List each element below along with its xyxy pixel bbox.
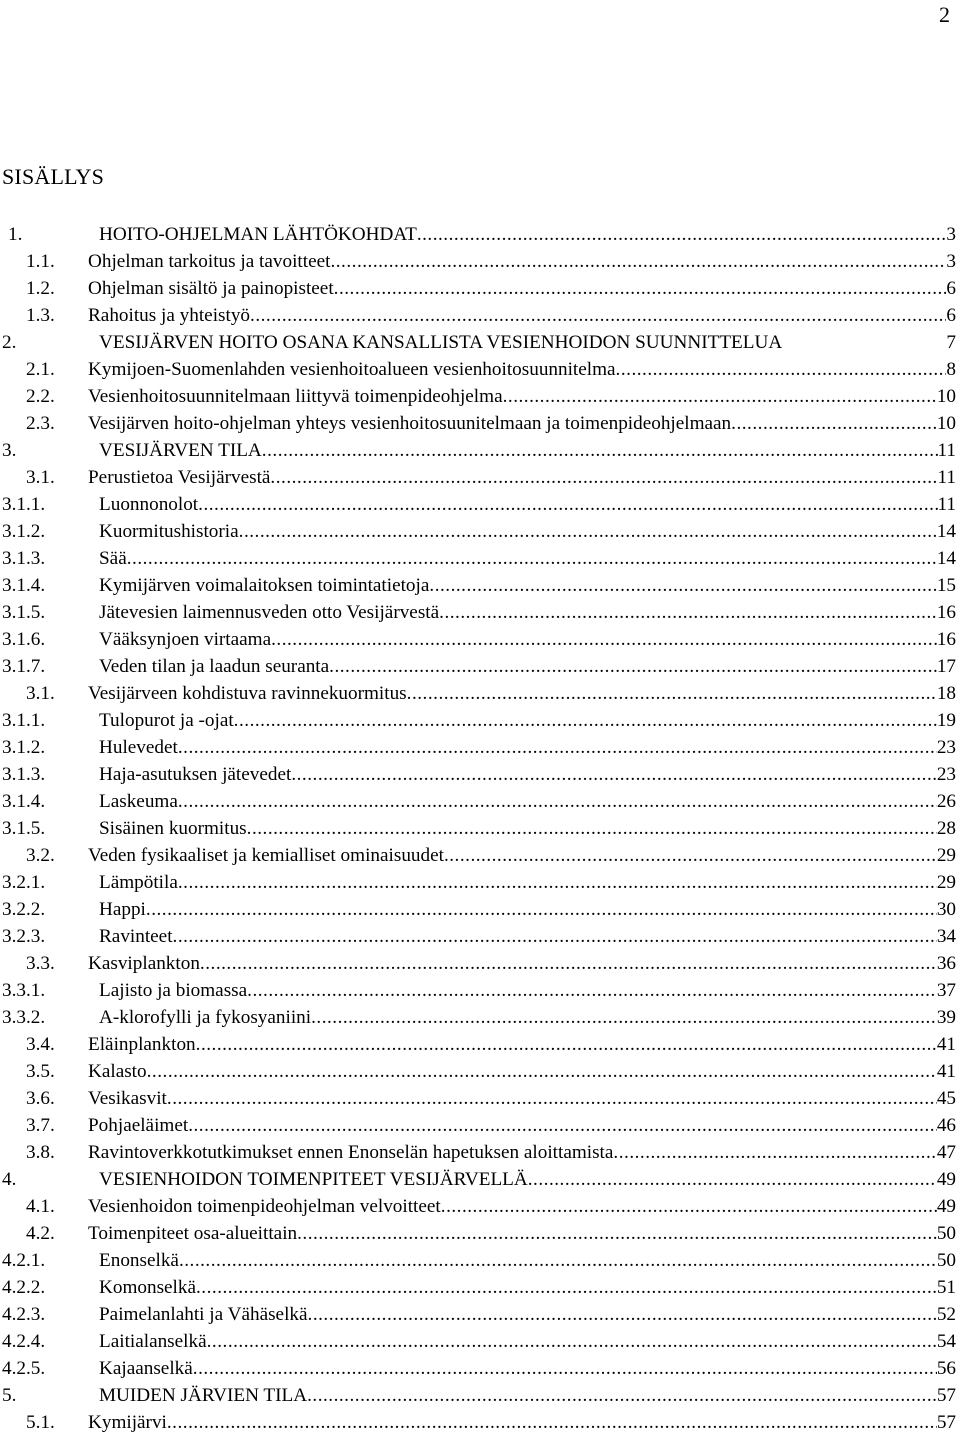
toc-entry[interactable] bbox=[0, 869, 960, 896]
toc-entry-number: 3.1.7. bbox=[2, 656, 46, 677]
toc-entry-number: 2.2. bbox=[26, 386, 55, 407]
toc-dot-leader bbox=[178, 788, 937, 815]
toc-entry[interactable] bbox=[0, 248, 960, 275]
toc-entry-title: VESIENHOIDON TOIMENPITEET VESIJÄRVELLÄ bbox=[99, 1169, 528, 1190]
toc-entry-number: 1. bbox=[8, 224, 23, 245]
toc-entry-title: Luonnonolot bbox=[99, 494, 199, 515]
toc-entry-body bbox=[99, 626, 956, 653]
toc-entry-number: 3.1. bbox=[26, 467, 55, 488]
toc-entry[interactable] bbox=[0, 977, 960, 1004]
toc-dot-leader bbox=[439, 599, 937, 626]
toc-entry-body bbox=[88, 248, 956, 275]
toc-entry-page: 23 bbox=[936, 737, 956, 758]
toc-entry-number: 3.8. bbox=[26, 1142, 55, 1163]
toc-dot-leader bbox=[127, 545, 937, 572]
toc-dot-leader bbox=[503, 383, 937, 410]
toc-entry-body bbox=[99, 761, 956, 788]
toc-entry-page: 49 bbox=[936, 1169, 956, 1190]
toc-entry-title: Paimelanlahti ja Vähäselkä bbox=[99, 1304, 308, 1325]
toc-entry[interactable] bbox=[0, 1085, 960, 1112]
toc-dot-leader bbox=[167, 1085, 937, 1112]
toc-entry-page: 45 bbox=[936, 1088, 956, 1109]
toc-entry[interactable] bbox=[0, 572, 960, 599]
toc-entry[interactable] bbox=[0, 788, 960, 815]
toc-entry-number: 3.1.5. bbox=[2, 818, 46, 839]
toc-entry-body bbox=[99, 545, 956, 572]
toc-entry-number: 3. bbox=[2, 440, 17, 461]
toc-entry-body bbox=[88, 1085, 956, 1112]
toc-entry-page: 50 bbox=[936, 1250, 956, 1271]
toc-entry-page: 29 bbox=[936, 872, 956, 893]
toc-entry-number: 3.3. bbox=[26, 953, 55, 974]
toc-entry-number: 4.1. bbox=[26, 1196, 55, 1217]
toc-entry-title: Ohjelman sisältö ja painopisteet bbox=[88, 278, 334, 299]
toc-entry-page: 41 bbox=[936, 1061, 956, 1082]
toc-entry[interactable] bbox=[0, 464, 960, 491]
toc-entry-number: 2. bbox=[2, 332, 17, 353]
toc-entry-title: Vesijärven hoito-ohjelman yhteys vesienhoitosuunitelmaan ja toimenpideohjelmaan bbox=[88, 413, 732, 434]
toc-entry-title: Laitialanselkä bbox=[99, 1331, 207, 1352]
toc-entry-number: 3.1.3. bbox=[2, 764, 46, 785]
toc-dot-leader bbox=[444, 842, 937, 869]
toc-entry-title: Ohjelman tarkoitus ja tavoitteet bbox=[88, 251, 331, 272]
toc-entry-page: 14 bbox=[936, 521, 956, 542]
toc-entry[interactable] bbox=[0, 1328, 960, 1355]
toc-entry-title: Lajisto ja biomassa bbox=[99, 980, 248, 1001]
toc-dot-leader bbox=[528, 1166, 937, 1193]
toc-entry-title: A-klorofylli ja fykosyaniini bbox=[99, 1007, 312, 1028]
toc-entry[interactable] bbox=[0, 896, 960, 923]
toc-dot-leader bbox=[731, 410, 937, 437]
toc-entry-body bbox=[99, 437, 956, 464]
toc-entry[interactable] bbox=[0, 1166, 960, 1193]
toc-entry-page: 36 bbox=[936, 953, 956, 974]
toc-entry[interactable] bbox=[0, 1139, 960, 1166]
toc-entry-page: 39 bbox=[936, 1007, 956, 1028]
toc-entry-title: Rahoitus ja yhteistyö bbox=[88, 305, 251, 326]
toc-entry-number: 3.2.3. bbox=[2, 926, 46, 947]
toc-entry-title: Veden fysikaaliset ja kemialliset ominaisuudet bbox=[88, 845, 444, 866]
toc-entry-number: 4.2.5. bbox=[2, 1358, 46, 1379]
toc-entry-body bbox=[99, 896, 956, 923]
toc-entry-body bbox=[88, 680, 956, 707]
toc-dot-leader bbox=[200, 950, 937, 977]
toc-entry-title: Kymijärvi bbox=[88, 1412, 167, 1433]
toc-entry-body bbox=[88, 356, 956, 383]
toc-entry[interactable] bbox=[0, 761, 960, 788]
toc-entry-number: 3.1.2. bbox=[2, 737, 46, 758]
toc-entry[interactable] bbox=[0, 599, 960, 626]
toc-entry-number: 4.2. bbox=[26, 1223, 55, 1244]
toc-entry[interactable] bbox=[0, 518, 960, 545]
toc-entry-title: Kajaanselkä bbox=[99, 1358, 193, 1379]
toc-entry-number: 3.1. bbox=[26, 683, 55, 704]
toc-entry[interactable] bbox=[0, 1193, 960, 1220]
toc-entry[interactable] bbox=[0, 1355, 960, 1382]
toc-dot-leader bbox=[196, 1031, 937, 1058]
toc-entry-body bbox=[99, 1328, 956, 1355]
toc-entry-title: Veden tilan ja laadun seuranta bbox=[99, 656, 330, 677]
toc-entry-number: 5. bbox=[2, 1385, 17, 1406]
toc-entry-title: Sisäinen kuormitus bbox=[99, 818, 247, 839]
toc-dot-leader bbox=[307, 1382, 937, 1409]
toc-entry-page: 46 bbox=[936, 1115, 956, 1136]
toc-entry-number: 3.3.1. bbox=[2, 980, 46, 1001]
toc-dot-leader bbox=[188, 1112, 937, 1139]
toc-entry-body bbox=[88, 1139, 956, 1166]
toc-entry-title: Vääksynjoen virtaama bbox=[99, 629, 272, 650]
toc-entry[interactable] bbox=[0, 653, 960, 680]
toc-dot-leader bbox=[429, 572, 936, 599]
toc-entry-page: 6 bbox=[946, 305, 956, 326]
toc-entry[interactable] bbox=[0, 383, 960, 410]
toc-entry[interactable] bbox=[0, 734, 960, 761]
toc-entry-body bbox=[88, 1112, 956, 1139]
toc-entry-number: 3.5. bbox=[26, 1061, 55, 1082]
toc-entry-body bbox=[99, 329, 956, 356]
toc-entry-body bbox=[99, 923, 956, 950]
toc-entry[interactable] bbox=[0, 950, 960, 977]
toc-entry[interactable] bbox=[0, 1382, 960, 1409]
toc-entry-page: 15 bbox=[936, 575, 956, 596]
toc-dot-leader bbox=[147, 1058, 937, 1085]
toc-dot-leader bbox=[178, 869, 937, 896]
toc-entry-title: Sää bbox=[99, 548, 127, 569]
toc-entry-page: 10 bbox=[936, 386, 956, 407]
toc-entry-page: 11 bbox=[937, 467, 956, 488]
toc-entry-number: 3.2. bbox=[26, 845, 55, 866]
toc-entry[interactable] bbox=[0, 1004, 960, 1031]
toc-dot-leader bbox=[417, 221, 947, 248]
toc-entry-page: 10 bbox=[936, 413, 956, 434]
toc-entry-title: Kuormitushistoria bbox=[99, 521, 239, 542]
toc-entry-page: 51 bbox=[936, 1277, 956, 1298]
toc-entry[interactable] bbox=[0, 329, 960, 356]
toc-dot-leader bbox=[247, 977, 937, 1004]
toc-heading: SISÄLLYS bbox=[2, 164, 105, 189]
toc-entry-page: 41 bbox=[936, 1034, 956, 1055]
toc-entry-body bbox=[88, 1031, 956, 1058]
toc-entry-title: Lämpötila bbox=[99, 872, 178, 893]
toc-entry-page: 23 bbox=[936, 764, 956, 785]
toc-entry-number: 3.4. bbox=[26, 1034, 55, 1055]
toc-entry-page: 14 bbox=[936, 548, 956, 569]
toc-entry-title: Perustietoa Vesijärvestä bbox=[88, 467, 271, 488]
toc-entry-page: 18 bbox=[936, 683, 956, 704]
toc-entry-page: 16 bbox=[936, 629, 956, 650]
toc-entry-number: 4.2.3. bbox=[2, 1304, 46, 1325]
toc-entry-page: 47 bbox=[936, 1142, 956, 1163]
toc-dot-leader bbox=[146, 896, 937, 923]
toc-entry-body bbox=[88, 302, 956, 329]
toc-entry-title: Kalasto bbox=[88, 1061, 147, 1082]
toc-entry-number: 3.1.6. bbox=[2, 629, 46, 650]
toc-entry-title: HOITO-OHJELMAN LÄHTÖKOHDAT bbox=[99, 224, 417, 245]
toc-entry-number: 4.2.2. bbox=[2, 1277, 46, 1298]
toc-entry[interactable] bbox=[0, 1274, 960, 1301]
toc-entry-title: Vesijärveen kohdistuva ravinnekuormitus bbox=[88, 683, 407, 704]
toc-entry-body bbox=[99, 815, 956, 842]
toc-entry-number: 3.1.3. bbox=[2, 548, 46, 569]
toc-entry-number: 3.1.2. bbox=[2, 521, 46, 542]
toc-entry-title: VESIJÄRVEN TILA bbox=[99, 440, 262, 461]
toc-entry-body bbox=[99, 1247, 956, 1274]
toc-entry-title: Laskeuma bbox=[99, 791, 178, 812]
toc-entry[interactable] bbox=[0, 356, 960, 383]
toc-entry-page: 26 bbox=[936, 791, 956, 812]
toc-entry-body bbox=[99, 1004, 956, 1031]
toc-entry-number: 3.1.4. bbox=[2, 791, 46, 812]
toc-entry-number: 3.2.2. bbox=[2, 899, 46, 920]
toc-dot-leader bbox=[179, 1247, 937, 1274]
toc-dot-leader bbox=[407, 680, 937, 707]
toc-dot-leader bbox=[173, 923, 937, 950]
toc-dot-leader bbox=[616, 356, 947, 383]
toc-entry-body bbox=[88, 410, 956, 437]
toc-dot-leader bbox=[311, 1004, 937, 1031]
toc-entry-page: 37 bbox=[936, 980, 956, 1001]
toc-dot-leader bbox=[234, 707, 937, 734]
toc-entry-page: 3 bbox=[946, 224, 956, 245]
toc-entry[interactable] bbox=[0, 626, 960, 653]
toc-entry[interactable] bbox=[0, 1220, 960, 1247]
toc-entry-body bbox=[88, 842, 956, 869]
toc-entry-body bbox=[88, 1220, 956, 1247]
toc-entry-title: VESIJÄRVEN HOITO OSANA KANSALLISTA VESIENHOIDON SUUNNITTELUA bbox=[99, 332, 783, 353]
toc-entry-body bbox=[99, 491, 956, 518]
toc-entry-title: Kasviplankton bbox=[88, 953, 200, 974]
toc-entry-body bbox=[99, 572, 956, 599]
toc-entry[interactable] bbox=[0, 491, 960, 518]
toc-entry-title: Kymijoen-Suomenlahden vesienhoitoalueen vesienhoitosuunnitelma bbox=[88, 359, 616, 380]
toc-entry-body bbox=[88, 1193, 956, 1220]
toc-entry-title: Enonselkä bbox=[99, 1250, 179, 1271]
toc-dot-leader bbox=[196, 1274, 937, 1301]
toc-dot-leader bbox=[178, 734, 937, 761]
toc-entry-page: 29 bbox=[936, 845, 956, 866]
toc-entry-page: 17 bbox=[936, 656, 956, 677]
toc-entry-page: 57 bbox=[936, 1385, 956, 1406]
toc-entry-title: Haja-asutuksen jätevedet bbox=[99, 764, 292, 785]
toc-entry-title: Tulopurot ja -ojat bbox=[99, 710, 234, 731]
table-of-contents bbox=[0, 221, 960, 1436]
toc-entry-title: Eläinplankton bbox=[88, 1034, 196, 1055]
toc-entry-page: 56 bbox=[936, 1358, 956, 1379]
toc-entry-page: 57 bbox=[936, 1412, 956, 1433]
toc-entry-number: 3.1.1. bbox=[2, 710, 46, 731]
toc-entry-title: Toimenpiteet osa-alueittain bbox=[88, 1223, 298, 1244]
toc-entry-body bbox=[88, 383, 956, 410]
toc-entry[interactable] bbox=[0, 1247, 960, 1274]
toc-dot-leader bbox=[193, 1355, 937, 1382]
toc-entry[interactable] bbox=[0, 302, 960, 329]
toc-entry-number: 1.2. bbox=[26, 278, 55, 299]
toc-entry-number: 3.1.5. bbox=[2, 602, 46, 623]
toc-entry[interactable] bbox=[0, 1058, 960, 1085]
toc-dot-leader bbox=[247, 815, 937, 842]
toc-dot-leader bbox=[308, 1301, 937, 1328]
toc-entry-page: 8 bbox=[946, 359, 956, 380]
toc-entry-number: 2.1. bbox=[26, 359, 55, 380]
toc-entry[interactable] bbox=[0, 1301, 960, 1328]
toc-entry[interactable] bbox=[0, 923, 960, 950]
toc-dot-leader bbox=[329, 653, 937, 680]
toc-entry-number: 3.1.1. bbox=[2, 494, 46, 515]
toc-entry-title: Ravintoverkkotutkimukset ennen Enonselän hapetuksen aloittamista bbox=[88, 1142, 614, 1163]
toc-entry-page: 30 bbox=[936, 899, 956, 920]
toc-entry[interactable] bbox=[0, 815, 960, 842]
toc-entry-title: MUIDEN JÄRVIEN TILA bbox=[99, 1385, 308, 1406]
toc-entry-page: 7 bbox=[946, 332, 956, 353]
toc-entry-body bbox=[99, 788, 956, 815]
toc-entry[interactable] bbox=[0, 680, 960, 707]
toc-entry[interactable] bbox=[0, 410, 960, 437]
toc-entry-number: 3.6. bbox=[26, 1088, 55, 1109]
toc-dot-leader bbox=[291, 761, 936, 788]
toc-entry-body bbox=[99, 1301, 956, 1328]
toc-dot-leader bbox=[441, 1193, 937, 1220]
toc-entry-body bbox=[99, 1382, 956, 1409]
toc-entry-body bbox=[99, 977, 956, 1004]
toc-entry-page: 6 bbox=[946, 278, 956, 299]
toc-dot-leader bbox=[613, 1139, 936, 1166]
toc-entry-title: Vesienhoidon toimenpideohjelman velvoitteet bbox=[88, 1196, 441, 1217]
toc-entry-body bbox=[88, 464, 956, 491]
toc-dot-leader bbox=[198, 491, 937, 518]
toc-entry-number: 3.7. bbox=[26, 1115, 55, 1136]
toc-dot-leader bbox=[270, 464, 937, 491]
toc-dot-leader bbox=[207, 1328, 937, 1355]
toc-entry[interactable] bbox=[0, 1031, 960, 1058]
toc-entry-page: 3 bbox=[946, 251, 956, 272]
toc-entry-page: 11 bbox=[937, 440, 956, 461]
toc-entry-number: 3.3.2. bbox=[2, 1007, 46, 1028]
toc-entry-body bbox=[88, 950, 956, 977]
toc-dot-leader bbox=[167, 1409, 937, 1436]
toc-entry-body bbox=[99, 869, 956, 896]
toc-entry-title: Vesikasvit bbox=[88, 1088, 167, 1109]
toc-entry-page: 16 bbox=[936, 602, 956, 623]
toc-entry-body bbox=[99, 1355, 956, 1382]
toc-entry-number: 4. bbox=[2, 1169, 17, 1190]
toc-entry-title: Kymijärven voimalaitoksen toimintatietoja bbox=[99, 575, 430, 596]
toc-entry-number: 4.2.1. bbox=[2, 1250, 46, 1271]
toc-entry-number: 4.2.4. bbox=[2, 1331, 46, 1352]
toc-entry-body bbox=[99, 653, 956, 680]
toc-entry-page: 28 bbox=[936, 818, 956, 839]
toc-entry-title: Pohjaeläimet bbox=[88, 1115, 189, 1136]
toc-entry-page: 54 bbox=[936, 1331, 956, 1352]
toc-entry[interactable] bbox=[0, 1409, 960, 1436]
toc-entry-page: 34 bbox=[936, 926, 956, 947]
toc-entry-body bbox=[99, 599, 956, 626]
toc-dot-leader bbox=[334, 275, 947, 302]
page-number: 2 bbox=[939, 2, 950, 27]
toc-entry-page: 52 bbox=[936, 1304, 956, 1325]
toc-dot-leader bbox=[271, 626, 937, 653]
toc-entry-body bbox=[99, 734, 956, 761]
toc-entry-title: Hulevedet bbox=[99, 737, 178, 758]
toc-entry-body bbox=[99, 221, 956, 248]
toc-entry-title: Ravinteet bbox=[99, 926, 173, 947]
toc-entry[interactable] bbox=[0, 707, 960, 734]
toc-entry-number: 3.2.1. bbox=[2, 872, 46, 893]
toc-entry-page: 19 bbox=[936, 710, 956, 731]
toc-entry[interactable] bbox=[0, 437, 960, 464]
toc-dot-leader bbox=[297, 1220, 937, 1247]
toc-entry[interactable] bbox=[0, 842, 960, 869]
toc-entry-page: 50 bbox=[936, 1223, 956, 1244]
toc-entry-title: Happi bbox=[99, 899, 146, 920]
toc-entry-title: Komonselkä bbox=[99, 1277, 196, 1298]
toc-entry-number: 2.3. bbox=[26, 413, 55, 434]
toc-entry-title: Jätevesien laimennusveden otto Vesijärvestä bbox=[99, 602, 440, 623]
toc-entry[interactable] bbox=[0, 275, 960, 302]
toc-entry-body bbox=[88, 275, 956, 302]
toc-entry-number: 3.1.4. bbox=[2, 575, 46, 596]
toc-dot-leader bbox=[239, 518, 937, 545]
toc-entry-body bbox=[99, 707, 956, 734]
toc-entry-body bbox=[88, 1409, 956, 1436]
toc-entry-page: 49 bbox=[936, 1196, 956, 1217]
toc-entry[interactable] bbox=[0, 221, 960, 248]
toc-dot-leader bbox=[262, 437, 938, 464]
toc-dot-leader bbox=[330, 248, 946, 275]
toc-entry-number: 1.1. bbox=[26, 251, 55, 272]
toc-entry-number: 5.1. bbox=[26, 1412, 55, 1433]
toc-entry-body bbox=[88, 1058, 956, 1085]
toc-entry-number: 1.3. bbox=[26, 305, 55, 326]
toc-dot-leader bbox=[250, 302, 946, 329]
toc-entry-body bbox=[99, 518, 956, 545]
toc-entry[interactable] bbox=[0, 1112, 960, 1139]
toc-entry-body bbox=[99, 1274, 956, 1301]
toc-entry-title: Vesienhoitosuunnitelmaan liittyvä toimenpideohjelma bbox=[88, 386, 503, 407]
toc-entry-page: 11 bbox=[937, 494, 956, 515]
toc-entry[interactable] bbox=[0, 545, 960, 572]
toc-entry-body bbox=[99, 1166, 956, 1193]
